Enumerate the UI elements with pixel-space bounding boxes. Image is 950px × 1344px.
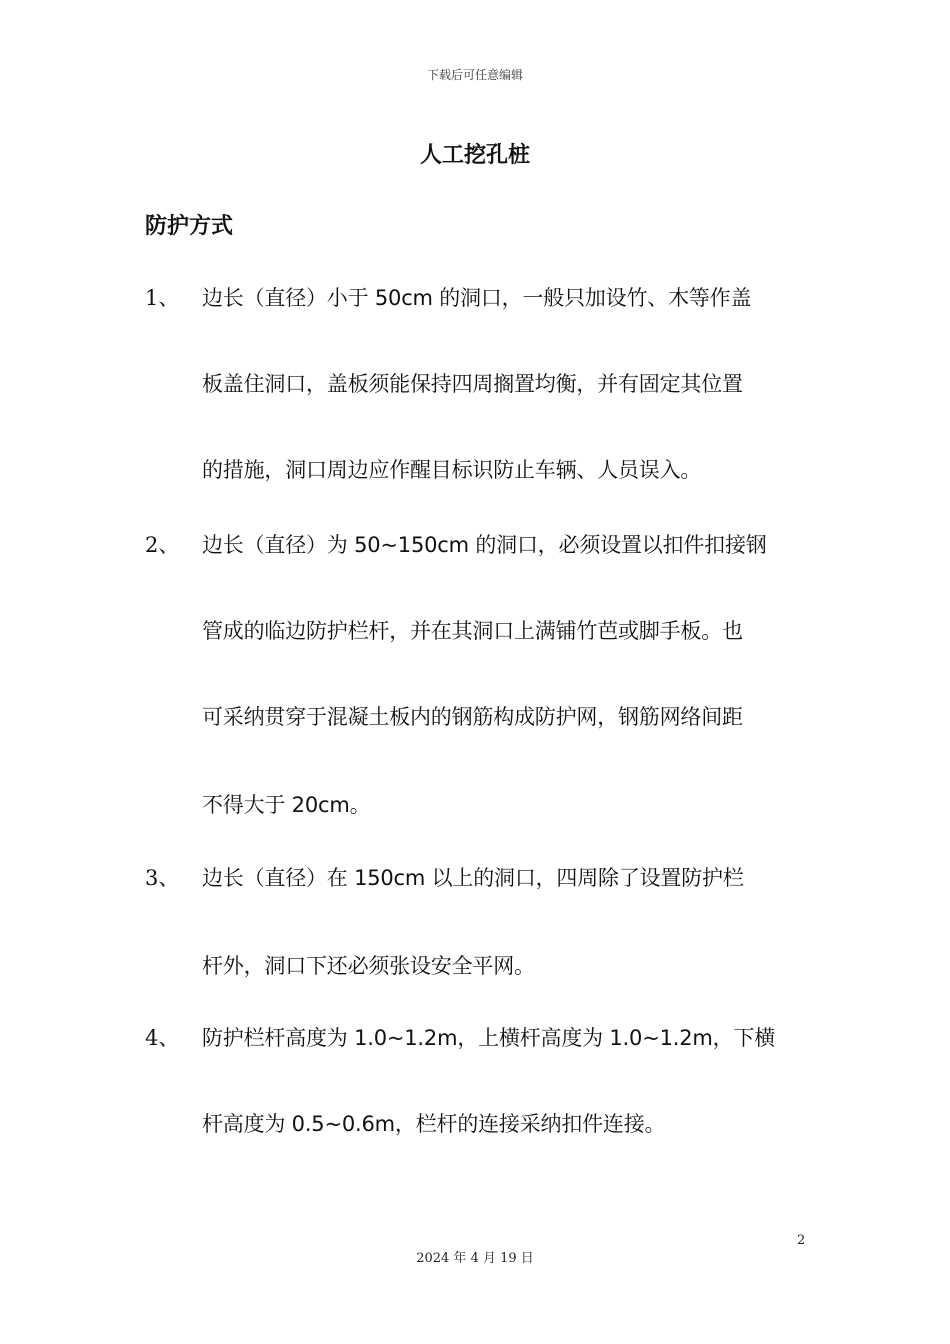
list-item-line: 防护栏杆高度为 1.0~1.2m，上横杆高度为 1.0~1.2m，下横 <box>202 1026 776 1050</box>
list-item-line: 边长（直径）小于 50cm 的洞口，一般只加设竹、木等作盖 <box>202 286 752 310</box>
list-item-number: 2、 <box>145 533 180 557</box>
page-header-note: 下载后可任意编辑 <box>426 68 523 82</box>
list-item-line: 杆高度为 0.5~0.6m，栏杆的连接采纳扣件连接。 <box>202 1112 666 1136</box>
document-title: 人工挖孔桩 <box>419 143 530 168</box>
list-item-line: 杆外，洞口下还必须张设安全平网。 <box>202 954 535 978</box>
list-item-number: 1、 <box>145 286 180 310</box>
list-item-line: 不得大于 20cm。 <box>202 793 371 817</box>
list-item-number: 3、 <box>145 866 180 890</box>
list-item-line: 的措施，洞口周边应作醒目标识防止车辆、人员误入。 <box>202 458 702 482</box>
list-item-number: 4、 <box>145 1026 180 1050</box>
list-item-line: 板盖住洞口，盖板须能保持四周搁置均衡，并有固定其位置 <box>202 372 743 396</box>
section-heading: 防护方式 <box>145 214 234 239</box>
page-number: 2 <box>797 1233 806 1248</box>
list-item-line: 管成的临边防护栏杆，并在其洞口上满铺竹芭或脚手板。也 <box>202 619 743 643</box>
footer-date: 2024 年 4 月 19 日 <box>416 1251 534 1266</box>
list-item-line: 可采纳贯穿于混凝土板内的钢筋构成防护网，钢筋网络间距 <box>202 705 743 729</box>
list-item-line: 边长（直径）在 150cm 以上的洞口，四周除了设置防护栏 <box>202 866 744 890</box>
list-item-line: 边长（直径）为 50~150cm 的洞口，必须设置以扣件扣接钢 <box>202 533 767 557</box>
